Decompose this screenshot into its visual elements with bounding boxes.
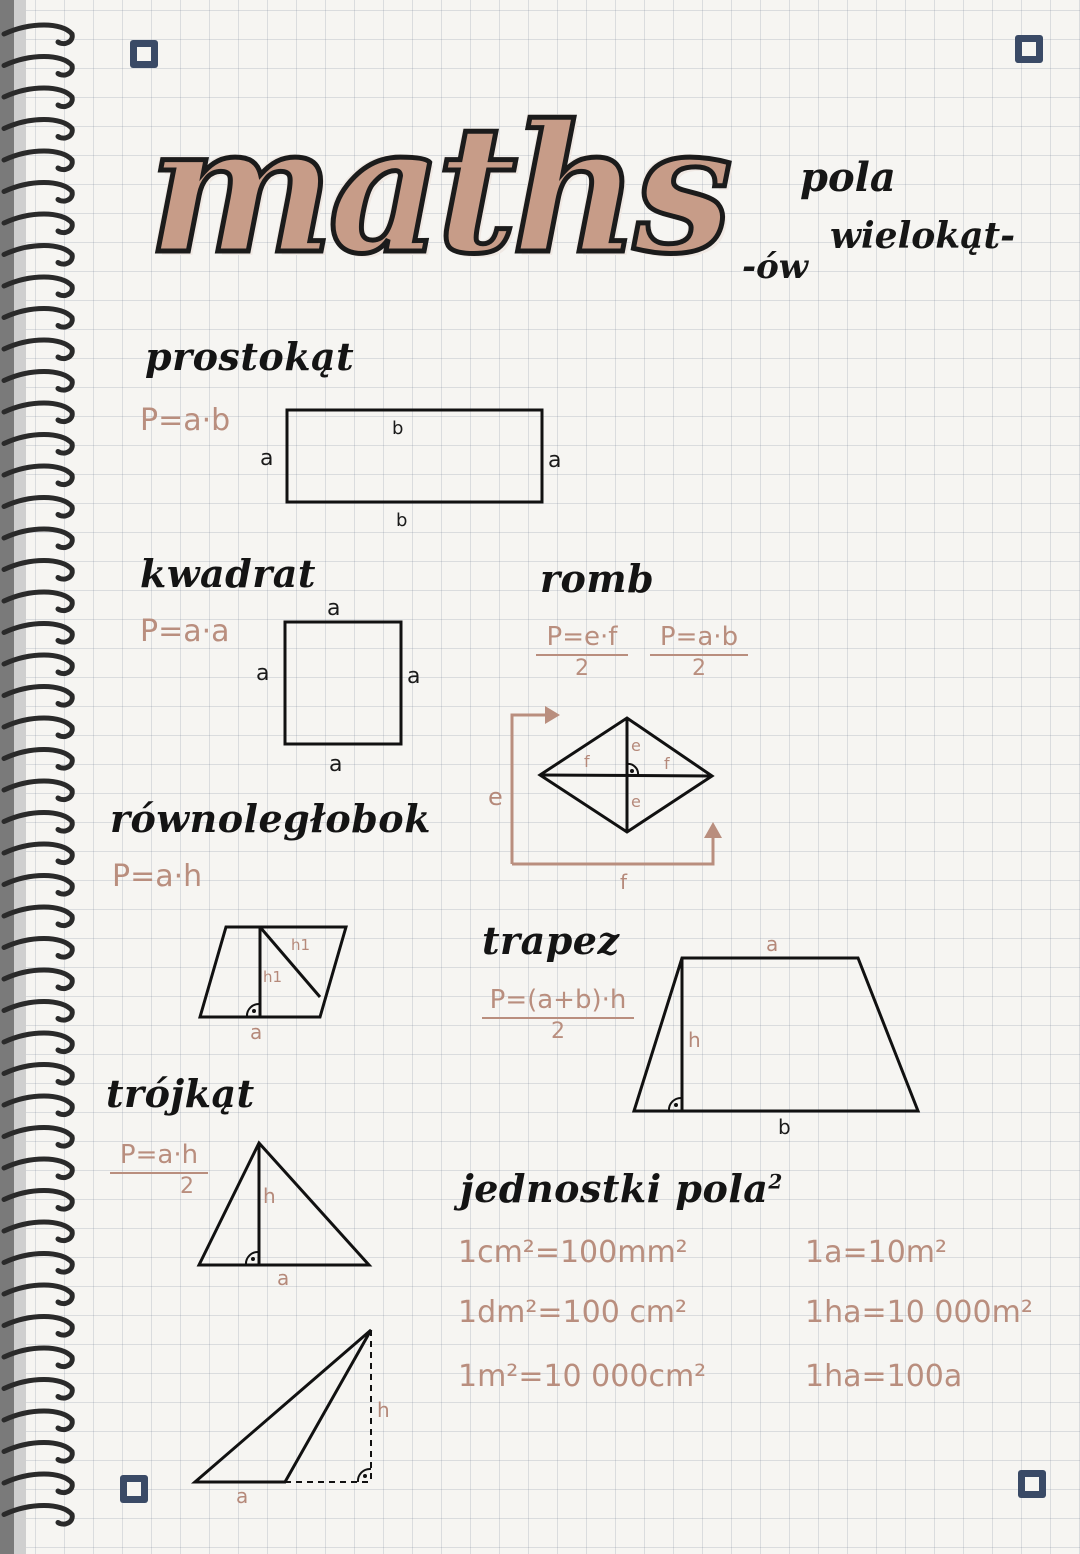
page-title: maths: [148, 86, 727, 293]
subtitle-line2: wielokąt-: [830, 215, 1016, 257]
unit-left-2: 1dm²=100 cm²: [458, 1295, 688, 1330]
label-prostokat-bottom: b: [396, 510, 408, 531]
label-trapez-b: b: [778, 1115, 791, 1139]
label-prostokat-left: a: [260, 446, 274, 471]
formula-kwadrat: P=a·a: [140, 614, 230, 649]
label-kwadrat-right: a: [407, 664, 421, 689]
rhombus-f-arrowhead: [704, 822, 722, 838]
heading-jednostki-text: jednostki pola: [460, 1166, 769, 1211]
label-trapez-a: a: [766, 932, 779, 956]
label-trojkat-2-h: h: [377, 1398, 390, 1422]
label-trojkat-1-h: h: [263, 1184, 276, 1208]
label-romb-e-top: e: [631, 736, 641, 755]
subtitle-line3: -ów: [742, 247, 809, 287]
heading-prostokat: prostokąt: [145, 334, 355, 379]
parallelogram-right-angle-dot: [252, 1009, 256, 1013]
formula-rownoleglobok: P=a·h: [112, 859, 203, 894]
heading-jednostki-sup: 2: [768, 1169, 783, 1194]
formula-prostokat: P=a·b: [140, 403, 231, 438]
formula-romb-1: [536, 622, 628, 681]
label-romb-f-left: f: [584, 752, 590, 771]
label-romb-f-bottom: f: [620, 870, 628, 894]
label-trojkat-2-a: a: [236, 1484, 249, 1508]
label-rownoleglobok-h-inner: h1: [263, 968, 283, 986]
heading-rownoleglobok: równoległobok: [110, 796, 431, 841]
heading-trapez: trapez: [482, 918, 620, 963]
triangle-1-shape: [199, 1143, 369, 1265]
label-rownoleglobok-h-top: h1: [291, 936, 311, 954]
unit-right-2: 1ha=10 000m²: [805, 1295, 1033, 1330]
label-prostokat-right: a: [548, 448, 562, 473]
trapezoid-right-angle-dot: [674, 1103, 678, 1107]
rhombus-right-angle-dot: [630, 769, 634, 773]
label-trapez-h: h: [688, 1028, 701, 1052]
square-shape: [285, 622, 401, 744]
label-trojkat-1-a: a: [277, 1266, 290, 1290]
rhombus-f-bracket: [512, 838, 713, 864]
triangle-2-shape: [195, 1330, 371, 1482]
formula-trapez-numerator: P=(a+b)·h: [482, 985, 634, 1019]
label-prostokat-top: b: [392, 418, 404, 439]
rhombus-e-arrowhead: [545, 706, 560, 724]
formula-romb-2-numerator: P=a·b: [650, 622, 748, 656]
label-romb-f-right: f: [664, 754, 670, 773]
heading-kwadrat: kwadrat: [140, 551, 316, 596]
label-romb-e-bottom: e: [631, 792, 641, 811]
label-romb-e-side: e: [488, 783, 503, 811]
heading-romb: romb: [540, 556, 655, 601]
formula-romb-1-denominator: 2: [575, 656, 589, 681]
formula-romb-2-denominator: 2: [692, 656, 706, 681]
label-kwadrat-bottom: a: [329, 752, 343, 777]
formula-trapez: [482, 985, 634, 1044]
heading-trojkat: trójkąt: [106, 1071, 255, 1116]
triangle-1-right-angle-dot: [251, 1257, 255, 1261]
label-kwadrat-left: a: [256, 661, 270, 686]
formula-trojkat: [110, 1140, 208, 1199]
formula-trojkat-numerator: P=a·h: [110, 1140, 208, 1174]
formula-romb-1-numerator: P=e·f: [536, 622, 628, 656]
unit-left-3: 1m²=10 000cm²: [458, 1359, 707, 1394]
label-kwadrat-top: a: [327, 596, 341, 621]
unit-left-1: 1cm²=100mm²: [458, 1235, 688, 1270]
subtitle-line1: pola: [800, 154, 896, 201]
label-rownoleglobok-a: a: [250, 1020, 263, 1044]
unit-right-1: 1a=10m²: [805, 1235, 948, 1270]
formula-romb-2: [650, 622, 748, 681]
rectangle-shape: [287, 410, 542, 502]
rhombus-e-bracket: [512, 715, 545, 864]
trapezoid-shape: [634, 958, 918, 1111]
formula-trapez-denominator: 2: [551, 1019, 565, 1044]
triangle-2-right-angle-dot: [363, 1474, 367, 1478]
heading-jednostki: [460, 1166, 783, 1211]
formula-trojkat-denominator: 2: [180, 1174, 194, 1199]
parallelogram-height-2: [260, 927, 320, 997]
unit-right-3: 1ha=100a: [805, 1359, 963, 1394]
